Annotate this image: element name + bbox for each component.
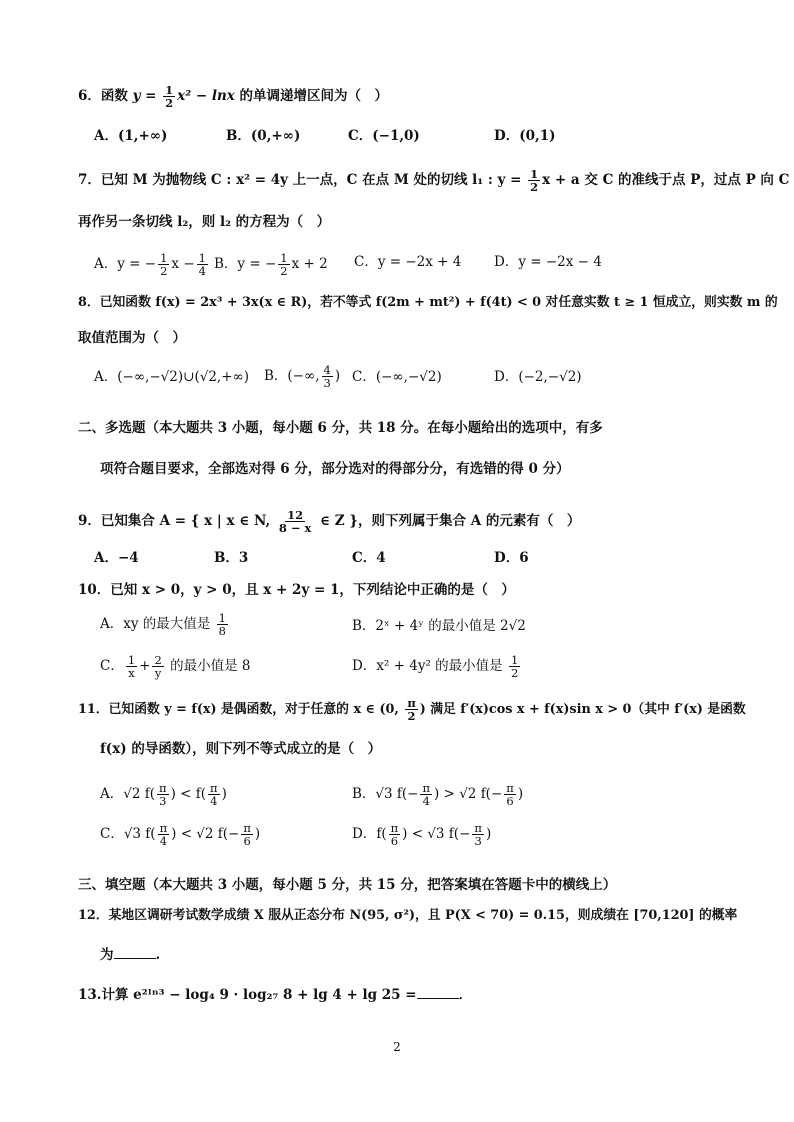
q6-fraction	[163, 84, 175, 109]
q11-optb-c: )	[517, 786, 524, 802]
q11-opta-frac1	[157, 782, 169, 807]
q11-opta-b: ) < f(	[170, 786, 206, 802]
q11-opta-f1-num: π	[159, 781, 167, 795]
q8-optb-f-num: 4	[323, 363, 331, 377]
q6-frac-den: 2	[165, 96, 174, 110]
q10-optc-f1-num: 1	[127, 653, 136, 667]
q10-optc-a: C．	[100, 658, 124, 674]
q10-optc-b: 的最小值是 8	[165, 658, 251, 674]
q7-optb-f-num: 1	[280, 251, 288, 265]
q11-optd-f2-den: 3	[474, 834, 482, 848]
q8-option-a: A．(−∞,−√2)∪(√2,+∞)	[94, 369, 250, 385]
q11-optc-f2-num: π	[243, 821, 251, 835]
q11-optd-f1-num: π	[390, 821, 399, 835]
q11-optb-f1-den: 4	[422, 794, 430, 808]
section2-title-line1: 二、多选题（本大题共 3 小题，每小题 6 分，共 18 分。在每小题给出的选项中，有多	[78, 420, 603, 436]
q7-optb-a: B．y = −	[214, 256, 277, 272]
q11-stem-line1	[78, 697, 746, 722]
q9-frac-num: 12	[287, 508, 304, 522]
q11-optd-b: ) < √3 f(−	[402, 826, 471, 842]
q10-opta-f-den: 8	[218, 624, 226, 638]
section3-title: 三、填空题（本大题共 3 小题，每小题 5 分，共 15 分，把答案填在答题卡中的横线上）	[78, 877, 617, 893]
q11-optc-frac1	[158, 822, 170, 847]
q11-optc-b: ) < √2 f(−	[171, 826, 240, 842]
q10-optc-f2-num: 2	[154, 653, 162, 667]
q7-opta-b: x −	[171, 256, 195, 272]
q11-line1-a: 11．已知函数 y = f(x) 是偶函数，对于任意的 x ∈ (0,	[78, 702, 404, 717]
q11-optd-f2-num: π	[474, 821, 482, 835]
q8-optb-f-den: 3	[323, 376, 331, 390]
q9-stem-b: ∈ Z }，则下列属于集合 A 的元素有（ ）	[315, 513, 581, 529]
q6-frac-num: 1	[165, 83, 174, 97]
q11-option-d	[352, 822, 491, 847]
q10-optc-f2-den: y	[154, 666, 162, 680]
q7-opta-a: A．y = −	[94, 256, 157, 272]
q11-opta-f1-den: 3	[159, 794, 167, 808]
q7-opta-frac2	[197, 252, 208, 277]
q13-stem	[78, 984, 472, 1005]
q6-stem-prefix: 6．函数	[78, 88, 133, 104]
q11-optc-f2-den: 6	[243, 834, 251, 848]
q6-option-d: D．(0,1)	[494, 128, 556, 144]
q7-fraction	[528, 168, 540, 193]
q7-opta-f1-den: 2	[160, 264, 168, 278]
q11-option-c	[100, 822, 260, 847]
q13-text-a: 13.计算 e²ˡⁿ³ − log₄ 9 · log₂₇ 8 + lg 4 + lg 25 =	[78, 987, 417, 1003]
q11-opta-c: )	[221, 786, 227, 802]
q11-line1-b: ) 满足 f′(x)cos x + f(x)sin x > 0（其中 f′(x) 是函数	[419, 702, 746, 717]
q7-opta-f2-den: 4	[198, 264, 206, 278]
q8-optb-frac	[322, 364, 333, 389]
q10-optc-plus: +	[139, 658, 151, 674]
q9-stem-a: 9．已知集合 A = { x | x ∈ N,	[78, 513, 275, 529]
q11-optd-frac1	[389, 822, 401, 847]
q10-optc-frac1	[126, 654, 137, 679]
q9-stem	[78, 509, 580, 534]
q11-optb-frac1	[420, 782, 432, 807]
q9-option-d: D．6	[494, 550, 529, 566]
q9-fraction	[277, 509, 314, 534]
q6-option-a: A．(1,+∞)	[94, 128, 168, 144]
q7-optb-f-den: 2	[280, 264, 288, 278]
q11-optc-f1-num: π	[159, 821, 168, 835]
q10-option-a	[100, 612, 230, 637]
q7-line1-a: 7．已知 M 为抛物线 C : x² = 4y 上一点，C 在点 M 处的切线 l₁ : y =	[78, 172, 527, 188]
q11-optd-f1-den: 6	[390, 834, 399, 848]
q11-optc-c: )	[254, 826, 261, 842]
q9-option-a: A．−4	[94, 550, 139, 566]
q10-opta-f-num: 1	[218, 611, 226, 625]
q7-opta-frac1	[158, 252, 169, 277]
q9-option-b: B．3	[214, 550, 249, 566]
q11-optb-a: B．√3 f(−	[352, 786, 419, 802]
q11-option-a	[100, 782, 227, 807]
q10-opta-frac	[217, 612, 228, 637]
q11-optd-c: )	[485, 826, 492, 842]
q9-frac-den: 8 − x	[278, 521, 312, 535]
q11-optc-a: C．√3 f(	[100, 826, 156, 842]
q10-optd-frac	[509, 654, 520, 679]
q7-option-c: C．y = −2x + 4	[354, 254, 462, 270]
q6-option-b: B．(0,+∞)	[226, 128, 301, 144]
q6-option-c: C．(−1,0)	[348, 128, 420, 144]
q11-opta-frac2	[208, 782, 220, 807]
q11-line1-f-num: π	[407, 696, 416, 710]
q11-optd-frac2	[472, 822, 484, 847]
q12-stem-line1: 12．某地区调研考试数学成绩 X 服从正态分布 N(95, σ²)，且 P(X < 70) = 0.15，则成绩在 [70,120] 的概率	[78, 908, 738, 923]
q7-stem-line1	[78, 168, 789, 193]
q10-option-c	[100, 654, 250, 679]
q7-optb-frac	[278, 252, 289, 277]
q7-opta-f2-num: 1	[198, 251, 206, 265]
q6-stem	[78, 84, 388, 109]
q11-optc-frac2	[241, 822, 253, 847]
q7-stem-line2: 再作另一条切线 l₂，则 l₂ 的方程为（ ）	[78, 214, 331, 230]
section2-title-line2: 项符合题目要求，全部选对得 6 分，部分选对的得部分分，有选错的得 0 分）	[100, 461, 570, 477]
q10-option-b: B．2ˣ + 4ʸ 的最小值是 2√2	[352, 618, 526, 634]
page-number: 2	[393, 1040, 401, 1054]
q11-line1-frac	[405, 697, 417, 722]
q11-opta-f2-den: 4	[210, 794, 218, 808]
q11-optc-f1-den: 4	[159, 834, 168, 848]
q8-option-c: C．(−∞,−√2)	[352, 369, 442, 385]
q7-option-b	[214, 252, 328, 277]
q11-option-b	[352, 782, 523, 807]
q10-option-d	[352, 654, 522, 679]
q10-optd-a: D．x² + 4y² 的最小值是	[352, 658, 507, 674]
q11-optb-frac2	[504, 782, 516, 807]
q11-opta-f2-num: π	[210, 781, 218, 795]
q13-text-b: ．	[458, 987, 473, 1003]
q8-optb-b: )	[334, 368, 341, 384]
q10-optd-f-den: 2	[510, 666, 519, 680]
q12-answer-blank[interactable]	[114, 944, 156, 959]
q13-answer-blank[interactable]	[417, 984, 459, 999]
q10-stem: 10．已知 x > 0，y > 0，且 x + 2y = 1，下列结论中正确的是（ ）	[78, 582, 515, 598]
q8-stem-line2: 取值范围为（ ）	[78, 330, 186, 346]
q12-line2-a: 为	[100, 947, 114, 963]
q10-opta-a: A．xy 的最大值是	[100, 616, 215, 632]
q7-opta-f1-num: 1	[160, 251, 168, 265]
q8-optb-a: B．(−∞,	[264, 368, 320, 384]
q12-stem-line2	[100, 944, 160, 965]
q12-line2-b: .	[155, 947, 161, 963]
q7-optb-b: x + 2	[291, 256, 328, 272]
q10-optc-f1-den: x	[128, 666, 135, 680]
q7-frac-den: 2	[530, 180, 539, 194]
q11-opta-a: A．√2 f(	[100, 786, 155, 802]
q7-line1-b: x + a 交 C 的准线于点 P，过点 P 向 C	[542, 172, 790, 188]
q11-optd-a: D．f(	[352, 826, 387, 842]
q11-optb-b: ) > √2 f(−	[434, 786, 503, 802]
q8-option-d: D．(−2,−√2)	[494, 369, 582, 385]
q10-optc-frac2	[152, 654, 163, 679]
q6-stem-suffix: 的单调递增区间为（ ）	[234, 88, 389, 104]
q7-option-a	[94, 252, 210, 277]
q9-option-c: C．4	[352, 550, 386, 566]
q11-optb-f1-num: π	[422, 781, 431, 795]
q11-optb-f2-num: π	[506, 781, 514, 795]
q8-option-b	[264, 364, 340, 389]
q8-stem-line1: 8．已知函数 f(x) = 2x³ + 3x(x ∈ R)，若不等式 f(2m + mt²) + f(4t) < 0 对任意实数 t ≥ 1 恒成立，则实数 m 的	[78, 295, 778, 310]
q7-option-d: D．y = −2x − 4	[494, 254, 602, 270]
q10-optd-f-num: 1	[510, 653, 519, 667]
q6-func-rest: x² − lnx	[177, 88, 235, 104]
q11-stem-line2: f(x) 的导函数），则下列不等式成立的是（ ）	[100, 741, 382, 757]
q6-func-lhs: y =	[132, 88, 162, 104]
q7-frac-num: 1	[530, 167, 539, 181]
q11-line1-f-den: 2	[407, 709, 416, 723]
q11-optb-f2-den: 6	[506, 794, 514, 808]
